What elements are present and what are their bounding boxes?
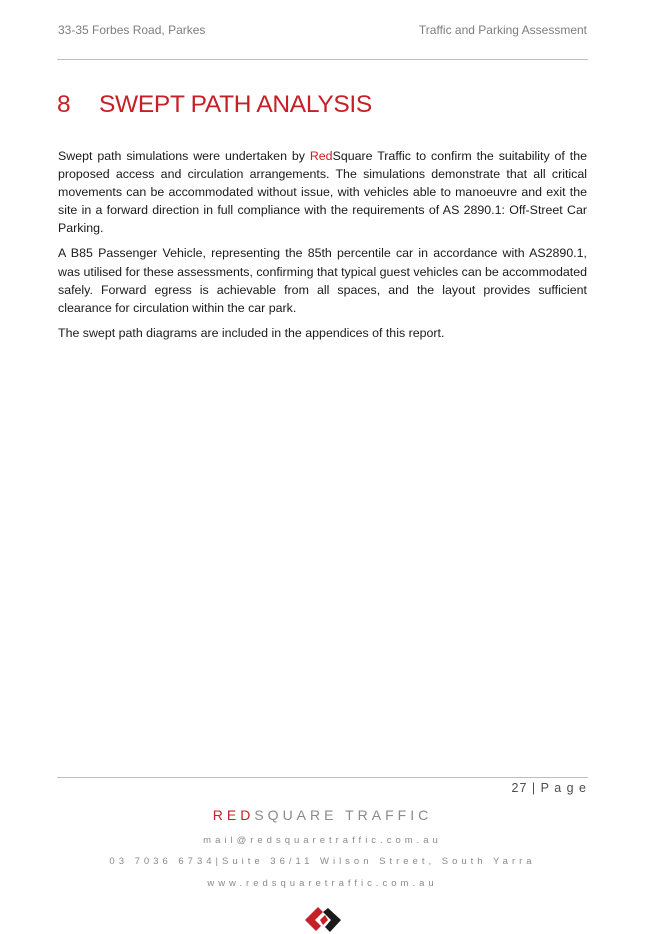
redsquare-logo-icon [300, 905, 346, 934]
footer-email: mail@redsquaretraffic.com.au [203, 835, 442, 846]
header-project-address: 33-35 Forbes Road, Parkes [58, 23, 206, 37]
section-number: 8 [57, 91, 71, 118]
footer-divider [57, 777, 588, 778]
paragraph-1-text-end: Square Traffic to confirm the suitability of the proposed access and circulation arrangements. The simulations demonstrate that all critical movements can be accommodated without issue, with vehicles able to manoeuvre and exit the site in a forward direction in full compliance with the requirements of AS 2890.1: Off-Street Car Parking. [58, 149, 587, 236]
paragraph-appendices-note: The swept path diagrams are included in the appendices of this report. [58, 325, 445, 340]
paragraph-b85-vehicle: A B85 Passenger Vehicle, representing the 85th percentile car in accordance with AS2890.1, was utilised for these assessments, confirming that typical guest vehicles can be accommodated safely. Forward egress is achievable from all spaces, and the layout provides sufficient clearance for circulation within the car park. [58, 246, 587, 315]
brand-red-word: Red [309, 149, 333, 163]
brand-name-rest: SQUARE TRAFFIC [254, 807, 433, 823]
section-heading [57, 91, 597, 119]
paragraph-1-text-start: Swept path simulations were undertaken by [58, 149, 310, 163]
brand-name-red: RED [212, 807, 255, 823]
paragraph-swept-path-simulations [58, 147, 587, 237]
header-divider [57, 59, 588, 60]
brand-name [0, 807, 645, 823]
page-number: 27 | P a g e [511, 781, 587, 795]
section-title: SWEPT PATH ANALYSIS [99, 91, 372, 118]
footer-website: www.redsquaretraffic.com.au [207, 878, 438, 889]
header-document-title: Traffic and Parking Assessment [418, 23, 587, 37]
page-header [58, 23, 587, 37]
footer-address: 03 7036 6734|Suite 36/11 Wilson Street, South Yarra [109, 856, 536, 867]
section-body [58, 147, 587, 349]
